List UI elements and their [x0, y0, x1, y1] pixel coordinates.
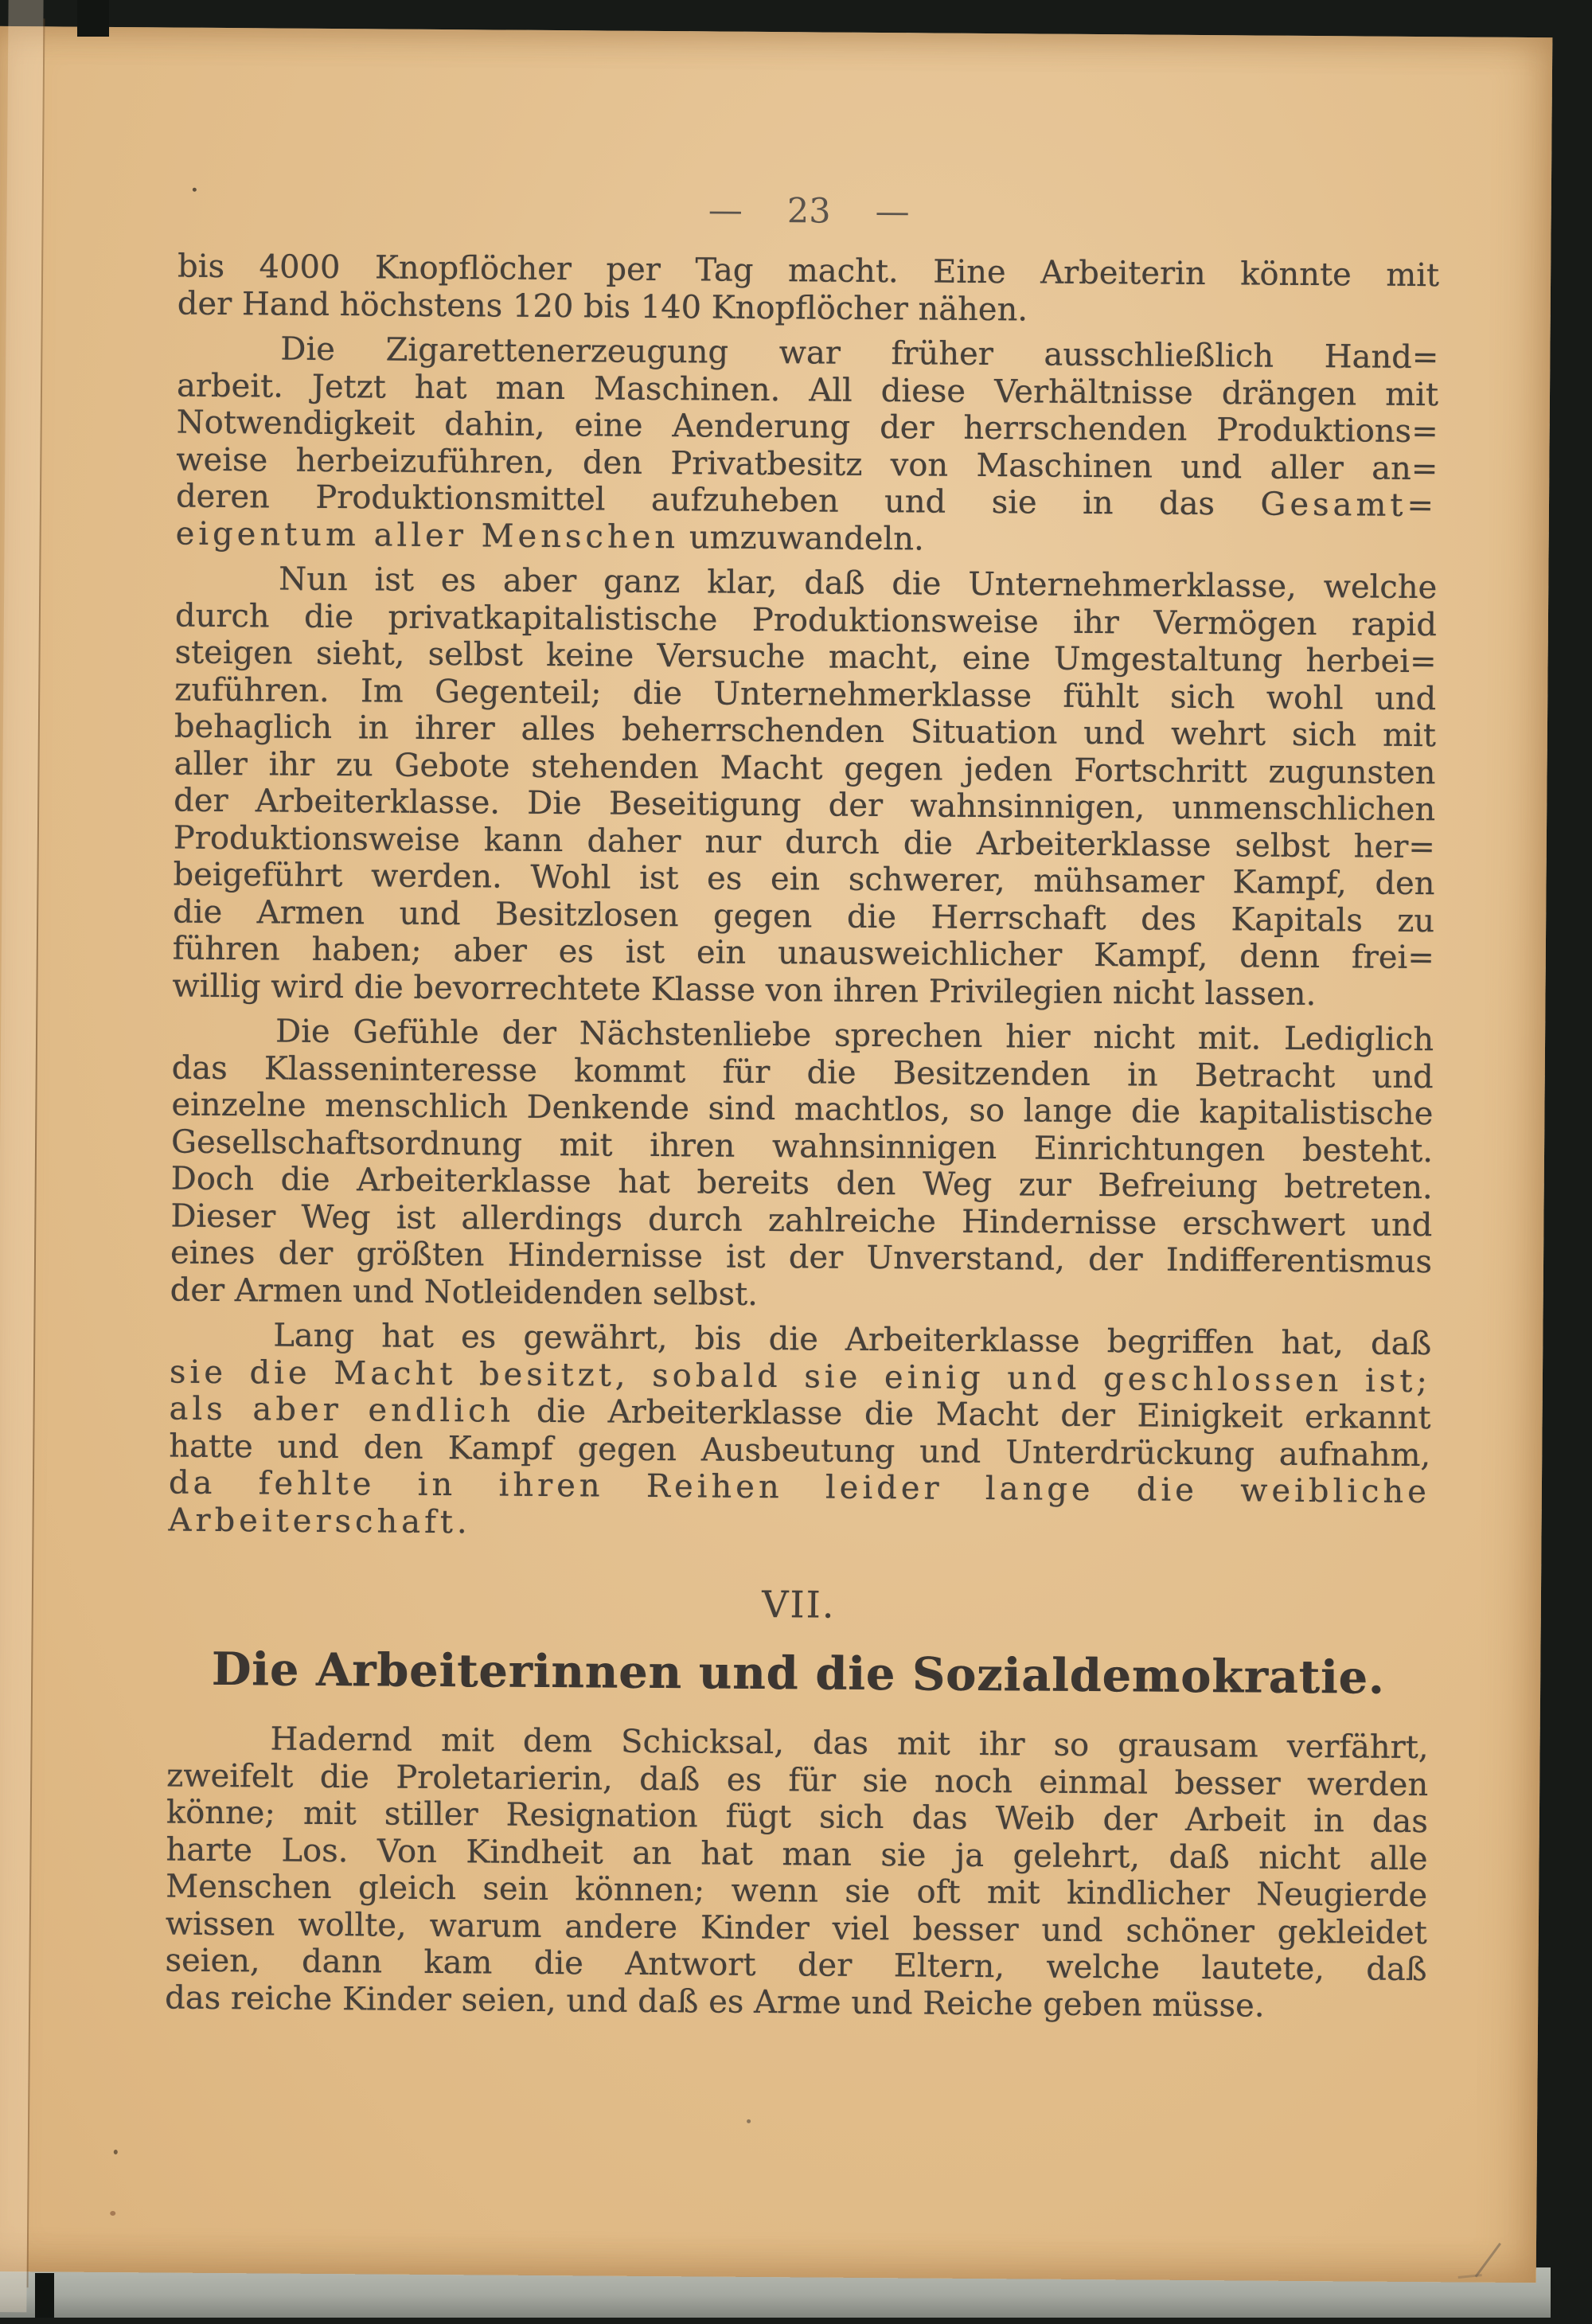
text-run: bis 4000 Knopflöcher per Tag macht. Eine Arbeiterin könnte mit	[177, 248, 1440, 295]
text-run: arbeit. Jetzt hat man Maschinen. All diese Verhältnisse drängen mit	[176, 367, 1439, 413]
page-number-value: 23	[786, 191, 831, 232]
paragraph	[172, 560, 1437, 1014]
text-run: behaglich in ihrer alles beherrschenden Situation und wehrt sich mit	[174, 708, 1437, 755]
text-run: Lang hat es gewährt, bis die Arbeiterklasse begriffen hat, daß	[273, 1317, 1432, 1363]
paper-speck	[110, 2211, 115, 2216]
scan-notch	[35, 2273, 54, 2318]
text-run: die Arbeiterklasse die Macht der Einigkeit erkannt	[514, 1392, 1431, 1437]
text-run: Nun ist es aber ganz klar, daß die Unternehmerklasse, welche	[279, 560, 1438, 607]
paragraph	[176, 330, 1439, 562]
text-run: Produktionsweise kann daher nur durch die Arbeiterklasse selbst her=	[173, 819, 1436, 865]
text-run: zuführen. Im Gegenteil; die Unternehmerklasse fühlt sich wohl und	[174, 671, 1437, 717]
text-run: Die Gefühle der Nächstenliebe sprechen hier nicht mit. Lediglich	[275, 1013, 1434, 1059]
page-number-dash-right: —	[875, 191, 910, 232]
text-run: aller ihr zu Gebote stehenden Macht gegen jeden Fortschritt zugunsten	[174, 745, 1436, 791]
text-run: könne; mit stiller Resignation fügt sich das Weib der Arbeit in das	[166, 1794, 1429, 1841]
text-run: der Arbeiterklasse. Die Beseitigung der wahnsinnigen, unmenschlichen	[174, 782, 1436, 829]
text-run: da fehlte in ihren Reihen leider lange die weibliche	[168, 1464, 1431, 1511]
text-run: wissen wollte, warum andere Kinder viel besser und schöner gekleidet	[165, 1904, 1428, 1951]
text-run: deren Produktionsmittel aufzuheben und sie in das	[175, 478, 1261, 523]
text-run: Dieser Weg ist allerdings durch zahlreiche Hindernisse erschwert und	[170, 1197, 1433, 1244]
paragraph	[178, 248, 1440, 332]
pencil-mark	[1458, 2274, 1482, 2279]
text-run: umzuwandeln.	[678, 518, 924, 557]
text-run: Doch die Arbeiterklasse hat bereits den Weg zur Befreiung betreten.	[170, 1160, 1433, 1207]
text-run: steigen sieht, selbst keine Versuche macht, eine Umgestaltung herbei=	[174, 634, 1437, 681]
paper-speck	[193, 188, 197, 192]
book-page	[0, 26, 1552, 2283]
scan-notch	[77, 0, 109, 37]
paragraph	[168, 1317, 1431, 1549]
text-run: als aber endlich	[169, 1390, 515, 1430]
chapter-number: VII.	[762, 1582, 836, 1627]
text-run: einzelne menschlich Denkende sind machtlos, so lange die kapitalistische	[171, 1086, 1434, 1133]
text-run: eines der größten Hindernisse ist der Unverstand, der Indifferentismus	[170, 1234, 1433, 1281]
text-run: hatte und den Kampf gegen Ausbeutung und Unterdrückung aufnahm,	[169, 1428, 1431, 1474]
text-run: das Klasseninteresse kommt für die Besitzenden in Betracht und	[171, 1049, 1434, 1096]
text-run: führen haben; aber es ist ein unausweichlicher Kampf, denn frei=	[172, 930, 1435, 977]
paper-speck	[747, 2119, 751, 2123]
text-run: die Armen und Besitzlosen gegen die Herrschaft des Kapitals zu	[173, 893, 1435, 939]
pencil-mark	[1475, 2243, 1501, 2278]
text-run: der Hand höchstens 120 bis 140 Knopflöcher nähen.	[177, 285, 1028, 328]
page-number-dash-left: —	[708, 190, 743, 231]
paragraph	[165, 1721, 1429, 2026]
text-run: willig wird die bevorrechtete Klasse von ihren Privilegien nicht lassen.	[172, 967, 1317, 1013]
text-run: der Armen und Notleidenden selbst.	[170, 1271, 759, 1313]
text-run: beigeführt werden. Wohl ist es ein schwerer, mühsamer Kampf, den	[173, 856, 1435, 903]
text-run: Menschen gleich sein können; wenn sie oft mit kindlicher Neugierde	[166, 1868, 1428, 1915]
text-run: das reiche Kinder seien, und daß es Arme und Reiche geben müsse.	[165, 1978, 1265, 2025]
text-run: Hadernd mit dem Schicksal, das mit ihr so grausam verfährt,	[270, 1721, 1429, 1767]
text-run: zweifelt die Proletarierin, daß es für sie noch einmal besser werden	[166, 1757, 1429, 1803]
text-run: weise herbeizuführen, den Privatbesitz von Maschinen und aller an=	[176, 441, 1438, 487]
binding-margin	[0, 0, 44, 2312]
paragraph	[170, 1013, 1434, 1318]
text-run: sie die Macht besitzt, sobald sie einig und geschlossen ist;	[169, 1353, 1432, 1400]
text-run: seien, dann kam die Antwort der Eltern, welche lautete, daß	[165, 1942, 1427, 1989]
text-run: Gesellschaftsordnung mit ihren wahnsinnigen Einrichtungen besteht.	[170, 1123, 1434, 1170]
chapter-title: Die Arbeiterinnen und die Sozialdemokratie.	[211, 1642, 1385, 1705]
text-run: eigentum aller Menschen	[175, 515, 680, 556]
paper-speck	[114, 2150, 118, 2154]
text-run: durch die privatkapitalistische Produktionsweise ihr Vermögen rapid	[174, 597, 1438, 643]
text-run: Die Zigarettenerzeugung war früher ausschließlich Hand=	[280, 330, 1439, 377]
text-run: Notwendigkeit dahin, eine Aenderung der herrschenden Produktions=	[176, 404, 1438, 451]
text-run: Gesamt=	[1260, 486, 1438, 525]
text-run: harte Los. Von Kindheit an hat man sie ja gelehrt, daß nicht alle	[166, 1830, 1428, 1877]
text-run: Arbeiterschaft.	[168, 1502, 471, 1541]
page-number	[178, 187, 1440, 236]
